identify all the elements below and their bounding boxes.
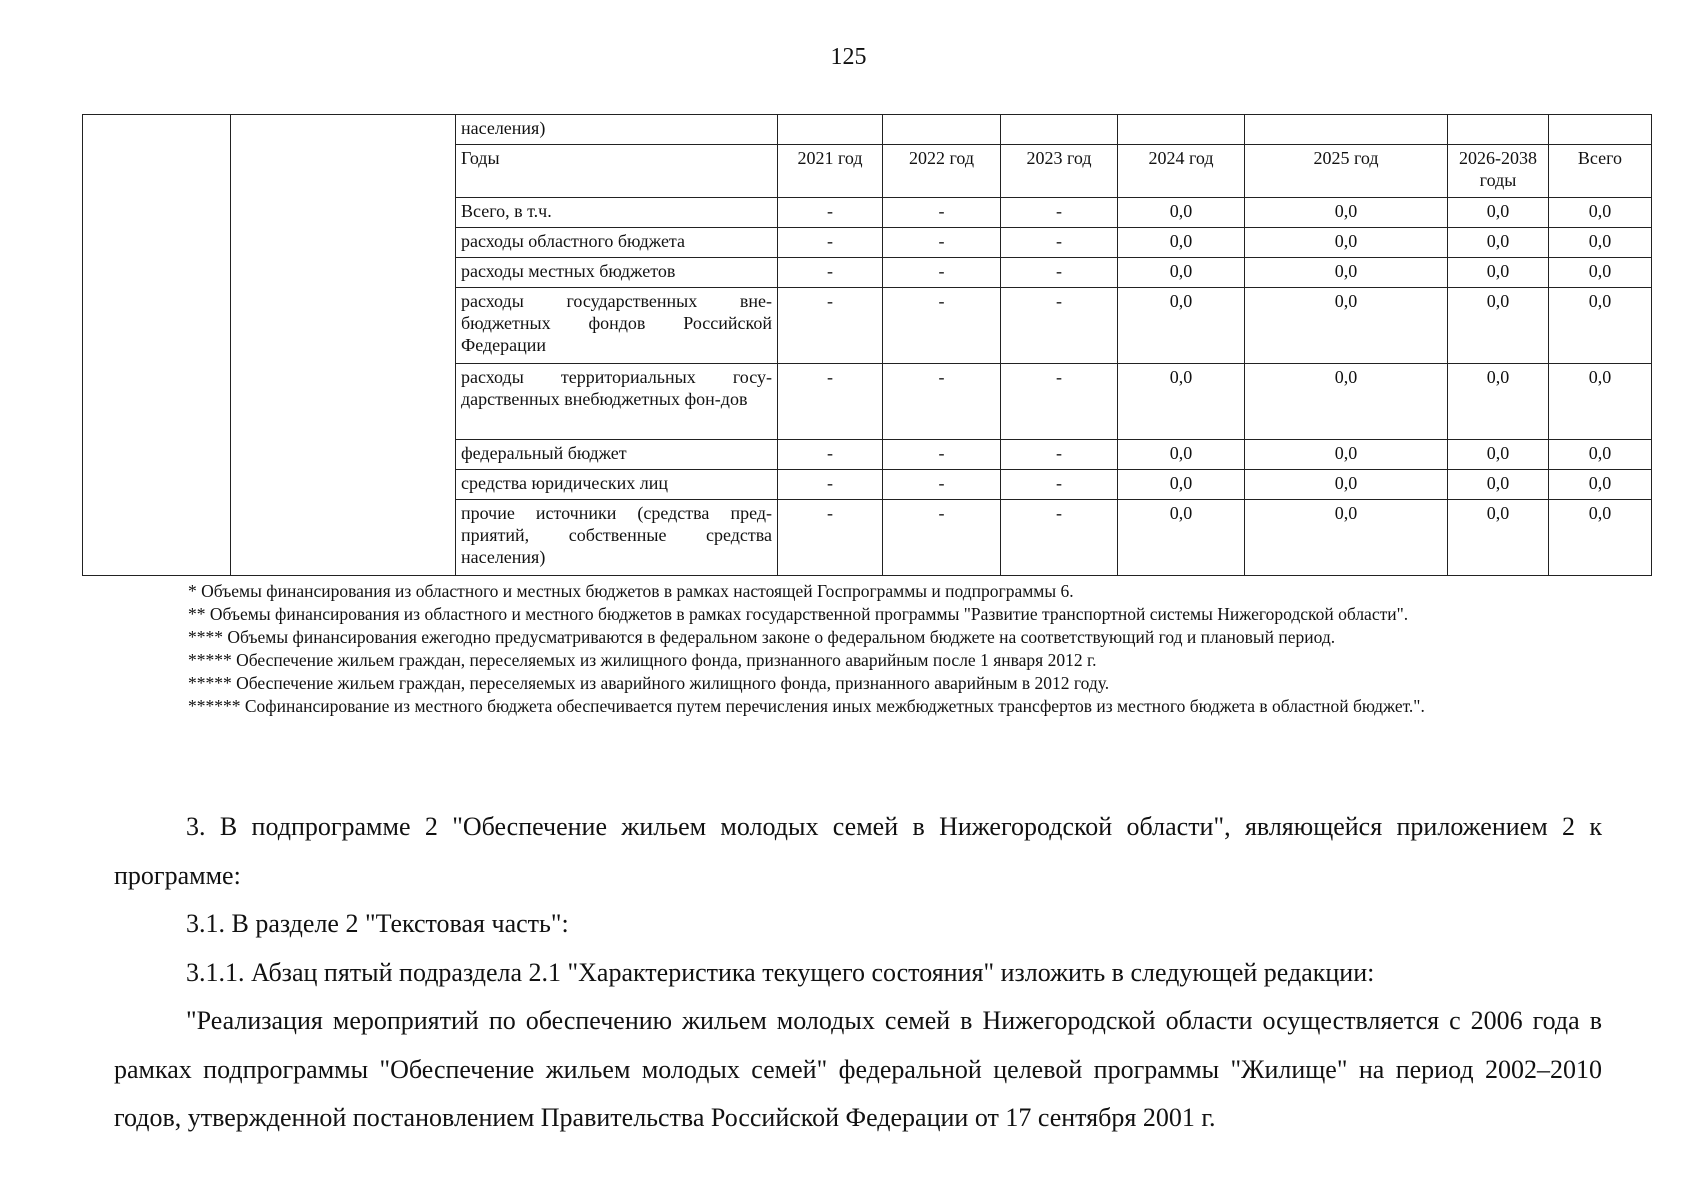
footnote: ***** Обеспечение жильем граждан, переселяемых из жилищного фонда, признанного аварийным после 1 января 2012 г. <box>188 650 1097 670</box>
cell-value: 0,0 <box>1118 258 1245 288</box>
cell-value: - <box>778 228 883 258</box>
cell-value: - <box>778 258 883 288</box>
row-label: прочие источники (средства пред-приятий, собственные средства населения) <box>456 500 778 576</box>
footnote: ***** Обеспечение жильем граждан, переселяемых из аварийного жилищного фонда, признанного аварийным в 2012 году. <box>188 673 1110 693</box>
cell-value: 0,0 <box>1245 500 1448 576</box>
cell-value: 0,0 <box>1448 228 1549 258</box>
cell-value: - <box>778 364 883 440</box>
cell-value: - <box>883 258 1001 288</box>
cell-value: - <box>883 440 1001 470</box>
cell-value: 0,0 <box>1118 500 1245 576</box>
cell-value: - <box>778 288 883 364</box>
column-header: 2022 год <box>883 145 1001 198</box>
cell-value: 0,0 <box>1448 500 1549 576</box>
footnotes <box>98 580 1603 718</box>
row-label: Всего, в т.ч. <box>456 198 778 228</box>
row-label: расходы государственных вне-бюджетных фондов Российской Федерации <box>456 288 778 364</box>
cell-value: 0,0 <box>1245 258 1448 288</box>
cell-value: - <box>883 198 1001 228</box>
footnote: * Объемы финансирования из областного и местных бюджетов в рамках настоящей Госпрограммы и подпрограммы 6. <box>188 581 1074 601</box>
cell-value: 0,0 <box>1448 364 1549 440</box>
row-label: расходы местных бюджетов <box>456 258 778 288</box>
cell-value: - <box>1001 258 1118 288</box>
cell-value: 0,0 <box>1118 198 1245 228</box>
cell-value: - <box>778 440 883 470</box>
page-number: 125 <box>830 44 867 70</box>
column-header: 2023 год <box>1001 145 1118 198</box>
financing-table <box>82 114 1652 576</box>
cell-value: 0,0 <box>1549 470 1652 500</box>
column-header: 2021 год <box>778 145 883 198</box>
column-header: 2025 год <box>1245 145 1448 198</box>
cell-value: 0,0 <box>1549 364 1652 440</box>
cell-value: 0,0 <box>1245 198 1448 228</box>
column-header: 2024 год <box>1118 145 1245 198</box>
cell-value: 0,0 <box>1448 470 1549 500</box>
paragraph: 3.1.1. Абзац пятый подраздела 2.1 "Характеристика текущего состояния" изложить в следующей редакции: <box>186 957 1375 987</box>
paragraph: 3.1. В разделе 2 "Текстовая часть": <box>186 909 569 938</box>
row-label: населения) <box>456 115 778 145</box>
row-label: средства юридических лиц <box>456 470 778 500</box>
cell-value: - <box>1001 288 1118 364</box>
cell-value: - <box>1001 228 1118 258</box>
cell-value: 0,0 <box>1245 440 1448 470</box>
empty-cell <box>231 115 456 576</box>
cell-value: - <box>1001 440 1118 470</box>
cell-value: - <box>1001 500 1118 576</box>
cell-value: - <box>778 470 883 500</box>
footnote: **** Объемы финансирования ежегодно предусматриваются в федеральном законе о федеральном бюджете на соответствующий год и плановый период. <box>188 627 1336 647</box>
cell-value: 0,0 <box>1448 288 1549 364</box>
cell-value: 0,0 <box>1549 258 1652 288</box>
cell-value: - <box>883 364 1001 440</box>
cell-value: - <box>778 198 883 228</box>
cell-value: - <box>1001 470 1118 500</box>
cell-value: - <box>883 500 1001 576</box>
column-header: Всего <box>1549 145 1652 198</box>
paragraph: 3. В подпрограмме 2 "Обеспечение жильем молодых семей в Нижегородской области", являющейся приложением 2 к программе: <box>114 812 1602 890</box>
cell-value: 0,0 <box>1118 364 1245 440</box>
document-body <box>114 803 1602 1143</box>
cell-value: 0,0 <box>1448 440 1549 470</box>
cell-value: - <box>883 228 1001 258</box>
cell-value: 0,0 <box>1245 288 1448 364</box>
cell-value: 0,0 <box>1118 288 1245 364</box>
cell-value: 0,0 <box>1245 470 1448 500</box>
cell-value: 0,0 <box>1118 440 1245 470</box>
cell-value: - <box>883 288 1001 364</box>
cell-value: 0,0 <box>1549 228 1652 258</box>
row-label: расходы территориальных госу-дарственных внебюджетных фон-дов <box>456 364 778 440</box>
cell-value: 0,0 <box>1245 228 1448 258</box>
cell-value: 0,0 <box>1549 288 1652 364</box>
cell-value: - <box>778 500 883 576</box>
cell-value: - <box>883 470 1001 500</box>
cell-value: 0,0 <box>1448 198 1549 228</box>
column-header: 2026-2038 годы <box>1448 145 1549 198</box>
cell-value: 0,0 <box>1549 440 1652 470</box>
cell-value: 0,0 <box>1118 470 1245 500</box>
table-row <box>83 115 1652 145</box>
cell-value: 0,0 <box>1549 500 1652 576</box>
cell-value: 0,0 <box>1245 364 1448 440</box>
empty-cell <box>83 115 231 576</box>
footnote: ****** Софинансирование из местного бюджета обеспечивается путем перечисления иных межбюджетных трансфертов из местного бюджета в областной бюджет.". <box>188 696 1425 716</box>
cell-value: 0,0 <box>1549 198 1652 228</box>
cell-value: 0,0 <box>1448 258 1549 288</box>
footnote: ** Объемы финансирования из областного и местного бюджетов в рамках государственной программы "Развитие транспортной системы Нижегородской области". <box>188 604 1409 624</box>
column-header: Годы <box>456 145 778 198</box>
cell-value: - <box>1001 364 1118 440</box>
cell-value: - <box>1001 198 1118 228</box>
paragraph: "Реализация мероприятий по обеспечению жильем молодых семей в Нижегородской области осуществляется с 2006 года в рамках подпрограммы "Обеспечение жильем молодых семей" федеральной целевой программы "Жилище" на период 2002–2010 годов, утвержденной постановлением Правительства Российской Федерации от 17 сентября 2001 г. <box>114 1006 1602 1132</box>
row-label: федеральный бюджет <box>456 440 778 470</box>
cell-value: 0,0 <box>1118 228 1245 258</box>
row-label: расходы областного бюджета <box>456 228 778 258</box>
